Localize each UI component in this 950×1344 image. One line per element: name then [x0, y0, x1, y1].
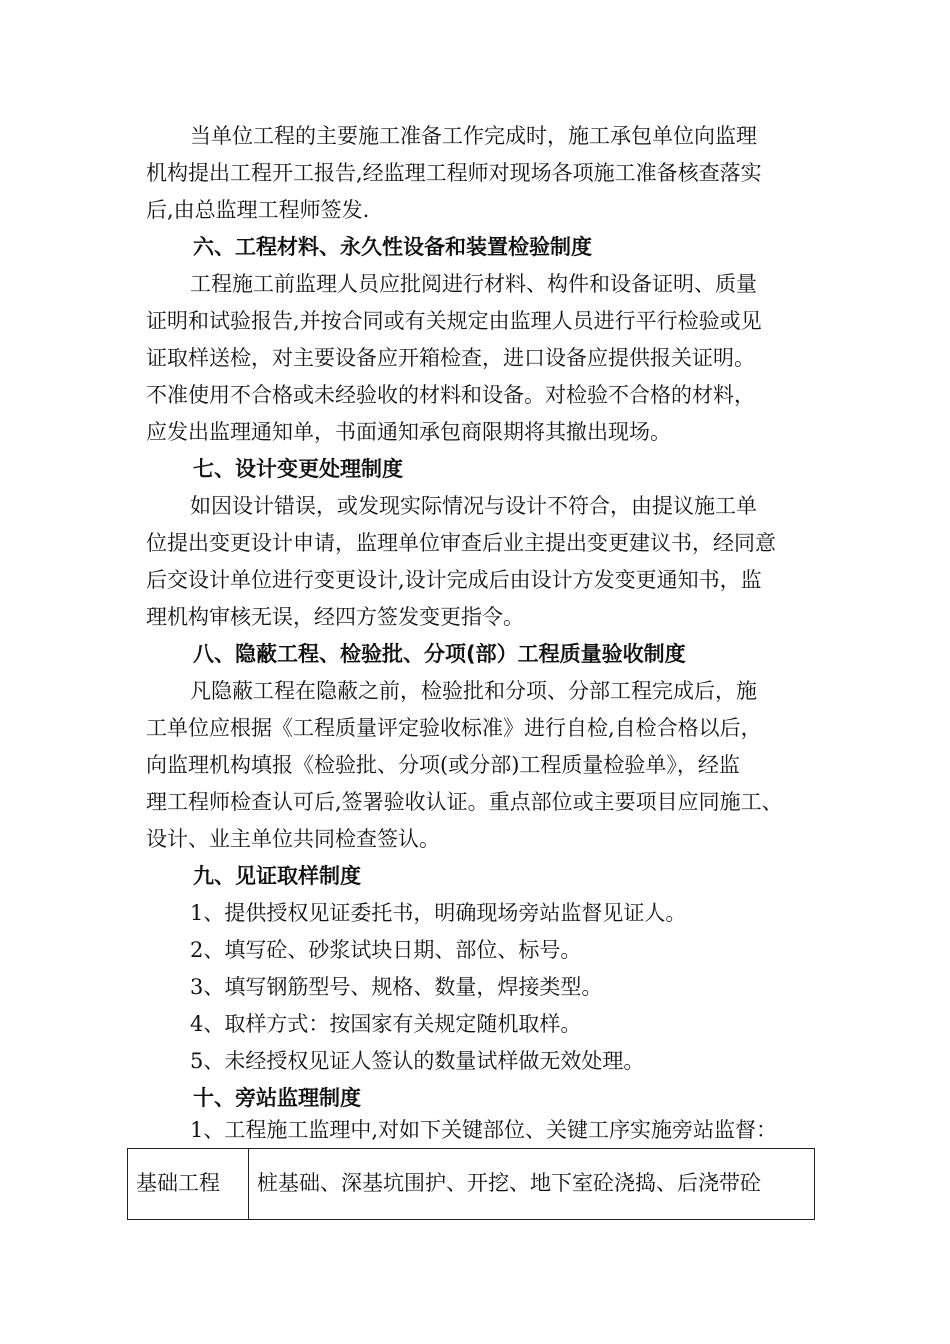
body-text-line: 证取样送检，对主要设备应开箱检查，进口设备应提供报关证明。 [146, 346, 755, 370]
section-heading-7: 七、设计变更处理制度 [193, 457, 403, 481]
body-text-line: 工单位应根据《工程质量评定验收标准》进行自检,自检合格以后， [146, 716, 762, 740]
list-item: 1、提供授权见证委托书，明确现场旁站监督见证人。 [190, 901, 687, 925]
body-text-line: 设计、业主单位共同检查签认。 [146, 827, 440, 851]
body-text-line: 位提出变更设计申请，监理单位审查后业主提出变更建议书，经同意 [146, 531, 776, 555]
body-text-line: 理工程师检查认可后,签署验收认证。重点部位或主要项目应同施工、 [146, 790, 783, 814]
table-cell-name: 基础工程 [128, 1149, 249, 1220]
list-item: 2、填写砼、砂浆试块日期、部位、标号。 [190, 938, 582, 962]
body-text-line: 不准使用不合格或未经验收的材料和设备。对检验不合格的材料， [146, 383, 755, 407]
list-item: 5、未经授权见证人签认的数量试样做无效处理。 [190, 1049, 645, 1073]
section-heading-6: 六、工程材料、永久性设备和装置检验制度 [193, 235, 592, 259]
table-cell-content: 桩基础、深基坑围护、开挖、地下室砼浇捣、后浇带砼 [249, 1149, 815, 1220]
section-heading-9: 九、见证取样制度 [193, 864, 361, 888]
body-text-line: 后交设计单位进行变更设计,设计完成后由设计方发变更通知书，监 [146, 568, 762, 592]
list-item: 3、填写钢筋型号、规格、数量，焊接类型。 [190, 975, 603, 999]
body-text-line: 机构提出工程开工报告,经监理工程师对现场各项施工准备核查落实 [146, 161, 762, 185]
body-text-line: 工程施工前监理人员应批阅进行材料、构件和设备证明、质量 [190, 272, 757, 296]
body-text-line: 后,由总监理工程师签发. [146, 198, 370, 222]
body-text-line: 证明和试验报告,并按合同或有关规定由监理人员进行平行检验或见 [146, 309, 762, 333]
body-text-line: 理机构审核无误，经四方签发变更指令。 [146, 605, 524, 629]
body-text-line: 向监理机构填报《检验批、分项(或分部)工程质量检验单》，经监 [146, 753, 740, 777]
list-item: 1、工程施工监理中,对如下关键部位、关键工序实施旁站监督： [190, 1118, 778, 1142]
section-heading-8: 八、隐蔽工程、检验批、分项(部）工程质量验收制度 [193, 642, 686, 666]
list-item: 4、取样方式：按国家有关规定随机取样。 [190, 1012, 582, 1036]
supervision-table [127, 1148, 815, 1220]
section-heading-10: 十、旁站监理制度 [193, 1086, 361, 1110]
body-text-line: 如因设计错误，或发现实际情况与设计不符合，由提议施工单 [190, 494, 757, 518]
body-text-line: 当单位工程的主要施工准备工作完成时，施工承包单位向监理 [190, 124, 757, 148]
body-text-line: 凡隐蔽工程在隐蔽之前，检验批和分项、分部工程完成后，施 [190, 679, 757, 703]
body-text-line: 应发出监理通知单，书面通知承包商限期将其撤出现场。 [146, 420, 671, 444]
table-row [128, 1149, 815, 1220]
